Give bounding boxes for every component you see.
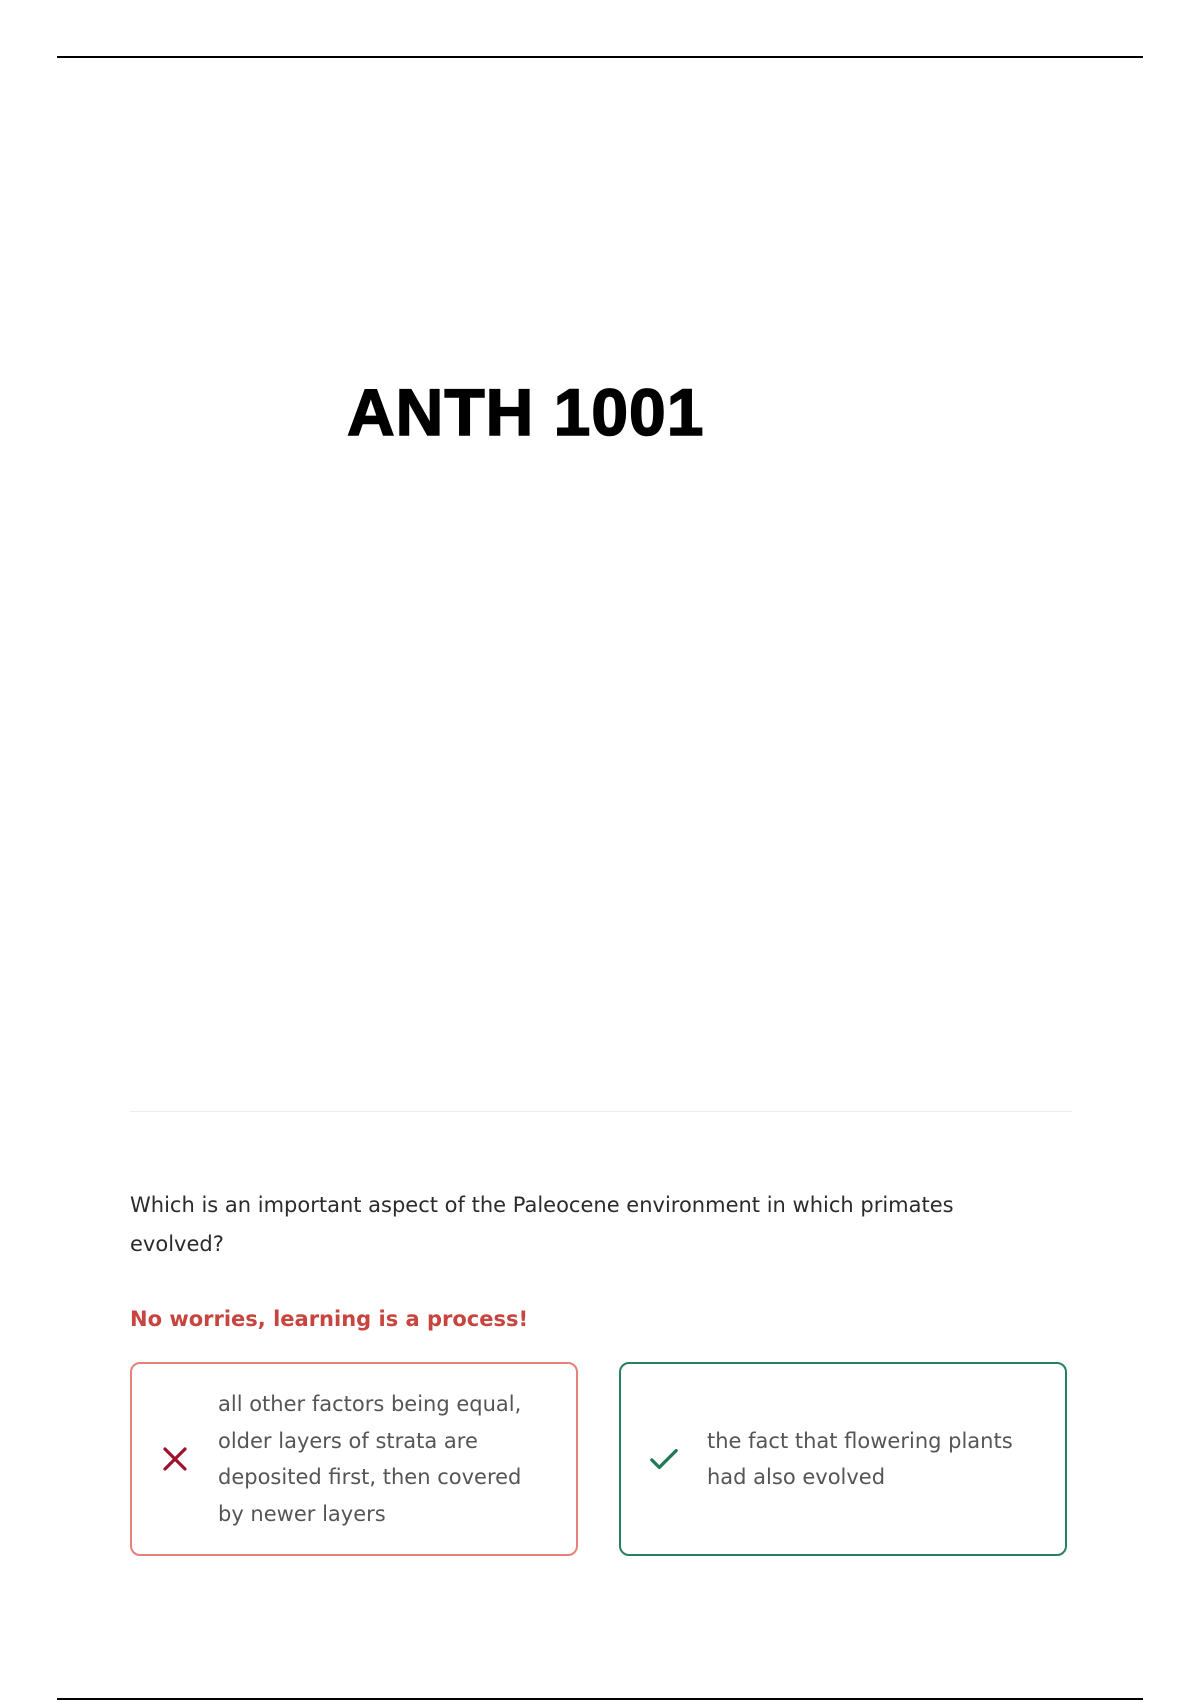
page-title: ANTH 1001 (347, 375, 705, 449)
quiz-question: Which is an important aspect of the Paleocene environment in which primates evolved? (130, 1193, 954, 1256)
answer-text: the fact that flowering plants had also evolved (707, 1428, 1013, 1489)
answer-text: all other factors being equal, older layers of strata are deposited first, then covered by newer layers (218, 1392, 522, 1526)
x-mark-icon (160, 1444, 190, 1474)
top-page-rule (57, 56, 1143, 58)
answer-option-incorrect[interactable] (130, 1362, 578, 1556)
answer-option-correct[interactable] (619, 1362, 1067, 1556)
checkmark-icon (649, 1444, 679, 1474)
feedback-message: No worries, learning is a process! (130, 1307, 529, 1331)
section-divider (130, 1111, 1072, 1112)
